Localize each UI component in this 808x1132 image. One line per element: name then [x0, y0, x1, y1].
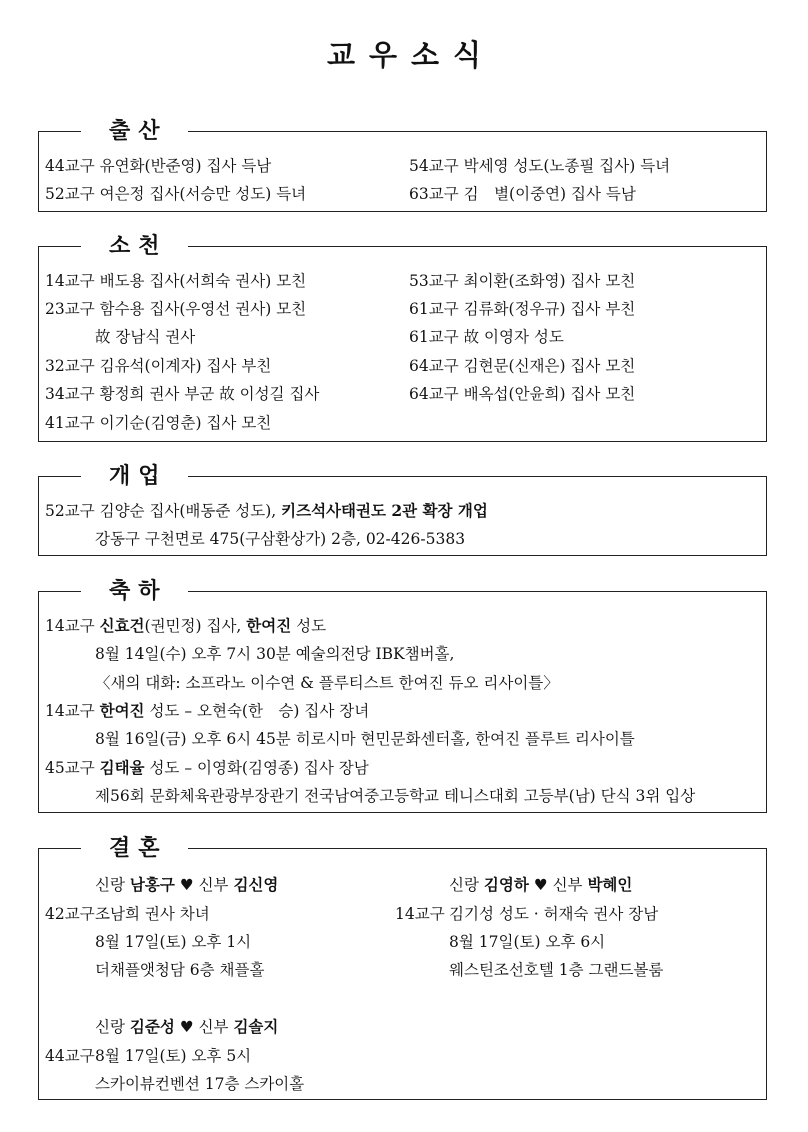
list-item: 61교구 故 이영자 성도 [409, 328, 564, 346]
honoree-name: 한여진 [246, 616, 292, 635]
congrats-line [45, 758, 369, 778]
page-title: 교우소식 [326, 38, 496, 72]
groom-name: 김영하 [483, 875, 529, 894]
wedding-family: 김기성 성도 · 허재숙 권사 장남 [449, 905, 659, 923]
bride-label: 신부 [193, 876, 234, 894]
bride-name: 박혜인 [587, 875, 633, 894]
relation-text: 성도 – 이영화(김영종) 집사 장남 [144, 759, 369, 777]
bride-label: 신부 [547, 876, 588, 894]
couple-names [95, 1017, 278, 1037]
congrats-detail: 제56회 문화체육관광부장관기 전국남여중고등학교 테니스대회 고등부(남) 단식 3위 입상 [95, 787, 696, 805]
groom-label: 신랑 [95, 876, 130, 894]
opening-section [38, 463, 767, 556]
wedding-date: 8월 17일(토) 오후 1시 [95, 933, 252, 951]
death-section [38, 233, 767, 442]
parish: 14교구 [45, 617, 100, 635]
wedding-venue: 웨스틴조선호텔 1층 그랜드볼룸 [449, 961, 664, 979]
congrats-detail: 8월 14일(수) 오후 7시 30분 예술의전당 IBK챔버홀, [95, 645, 455, 663]
congrats-line [45, 701, 369, 721]
couple-names [449, 875, 632, 895]
wedding-date: 8월 17일(토) 오후 6시 [449, 933, 606, 951]
heart-icon: ♥ [533, 876, 548, 894]
bride-name: 김솔지 [233, 1017, 279, 1036]
list-item: 61교구 김류화(정우규) 집사 부친 [409, 300, 636, 318]
groom-name: 남홍구 [129, 875, 175, 894]
list-item: 44교구 유연화(반준영) 집사 득남 [45, 157, 272, 175]
relation-text: (권민정) 집사, [144, 617, 247, 635]
opening-business: 키즈석사태권도 2관 확장 개업 [281, 501, 488, 520]
congrats-detail: 8월 16일(금) 오후 6시 45분 히로시마 현민문화센터홀, 한여진 플루트 리사이틀 [95, 730, 635, 748]
wedding-venue: 스카이뷰컨벤션 17층 스카이홀 [95, 1075, 305, 1093]
wedding-parish: 44교구 [45, 1047, 95, 1065]
groom-name: 김준성 [129, 1017, 175, 1036]
groom-label: 신랑 [449, 876, 484, 894]
wedding-section-title: 결혼 [81, 833, 188, 863]
wedding-date: 8월 17일(토) 오후 5시 [95, 1047, 252, 1065]
congrats-section-title: 축하 [81, 576, 188, 606]
relation-text: 성도 – 오현숙(한 승) 집사 장녀 [144, 702, 370, 720]
list-item: 54교구 박세영 성도(노종필 집사) 득녀 [409, 157, 671, 175]
honoree-name: 한여진 [99, 701, 145, 720]
opening-member: 52교구 김양순 집사(배동준 성도), [45, 502, 282, 520]
list-item: 63교구 김 별(이중연) 집사 득남 [409, 185, 636, 203]
birth-section-title: 출산 [81, 116, 188, 146]
wedding-section [38, 835, 767, 1100]
list-item: 64교구 배옥섭(안윤희) 집사 모친 [409, 385, 636, 403]
wedding-parish: 14교구 [395, 905, 445, 923]
death-section-title: 소천 [81, 231, 188, 261]
list-item: 53교구 최이환(조화영) 집사 모친 [409, 272, 636, 290]
list-item: 23교구 함수용 집사(우영선 권사) 모친 [45, 300, 307, 318]
congrats-line [45, 616, 326, 636]
groom-label: 신랑 [95, 1018, 130, 1036]
honoree-name: 신효건 [99, 616, 145, 635]
congrats-section [38, 578, 767, 813]
list-item: 41교구 이기순(김영춘) 집사 모친 [45, 414, 272, 432]
opening-section-title: 개업 [81, 461, 188, 491]
couple-names [95, 875, 278, 895]
heart-icon: ♥ [179, 876, 194, 894]
list-item: 14교구 배도용 집사(서희숙 권사) 모친 [45, 272, 307, 290]
opening-line [45, 501, 488, 521]
parish: 14교구 [45, 702, 100, 720]
wedding-venue: 더채플앳청담 6층 채플홀 [95, 961, 265, 979]
wedding-family: 조남희 권사 차녀 [95, 905, 210, 923]
relation-text: 성도 [291, 617, 327, 635]
parish: 45교구 [45, 759, 100, 777]
wedding-parish: 42교구 [45, 905, 95, 923]
list-item: 34교구 황정희 권사 부군 故 이성길 집사 [45, 385, 320, 403]
list-item: 32교구 김유석(이계자) 집사 부친 [45, 357, 272, 375]
bride-label: 신부 [193, 1018, 234, 1036]
birth-section [38, 118, 767, 212]
honoree-name: 김태율 [99, 758, 145, 777]
list-item: 故 장남식 권사 [95, 328, 196, 346]
congrats-detail: 〈새의 대화: 소프라노 이수연 & 플루티스트 한여진 듀오 리사이틀〉 [95, 674, 559, 692]
list-item: 64교구 김현문(신재은) 집사 모친 [409, 357, 636, 375]
heart-icon: ♥ [179, 1018, 194, 1036]
opening-address: 강동구 구천면로 475(구삼환상가) 2층, 02-426-5383 [95, 530, 466, 548]
bride-name: 김신영 [233, 875, 279, 894]
list-item: 52교구 여은정 집사(서승만 성도) 득녀 [45, 185, 307, 203]
